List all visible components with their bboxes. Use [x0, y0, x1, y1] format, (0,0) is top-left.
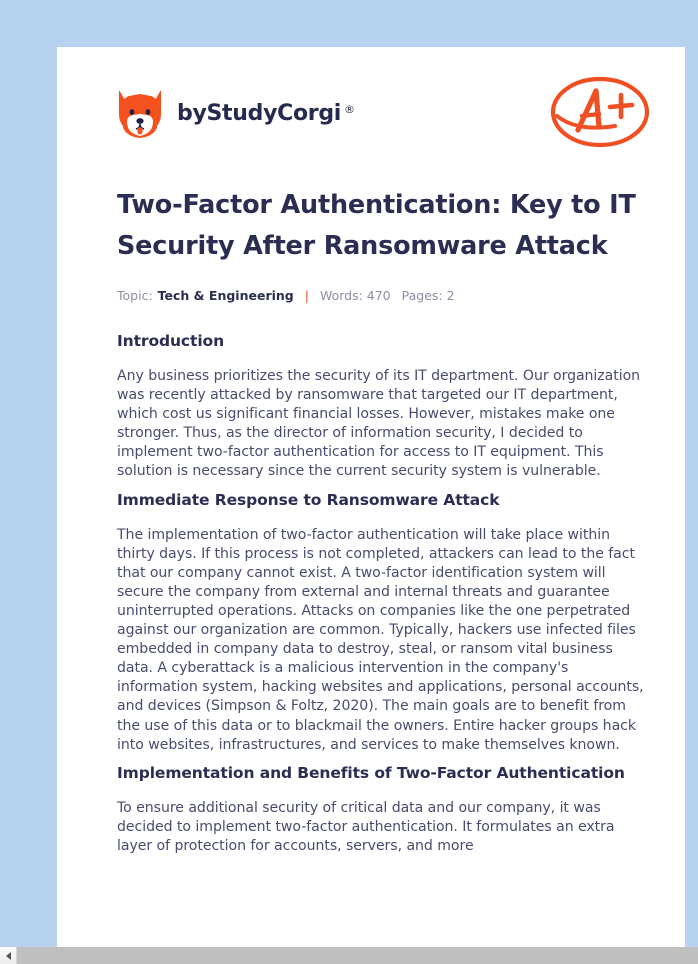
section-paragraph-immediate-response: The implementation of two-factor authentication will take place within thirty days. If this process is not completed, attackers can lead to the fact that our company cannot exist. A two-factor identification system will secure the company from external and internal threats and guarantee uninterrupted operations. Attacks on companies like the one perpetrated against our organization are common. Typically, hackers use infected files embedded in company data to destroy, steal, or ransom vital business data. A cyberattack is a malicious intervention in the company's information system, hacking websites and applications, personal accounts, and devices (Simpson & Foltz, 2020). The main goals are to benefit from the use of this data or to blackmail the owners. Entire hacker groups hack into websites, infrastructures, and services to make themselves known.	[117, 526, 644, 753]
section-heading-immediate-response: Immediate Response to Ransomware Attack	[117, 490, 500, 509]
a-plus-grade-badge	[549, 72, 652, 152]
horizontal-scrollbar[interactable]	[0, 947, 698, 964]
page-title: Two-Factor Authentication: Key to IT Security After Ransomware Attack	[117, 190, 636, 261]
topic-value[interactable]: Tech & Engineering	[157, 288, 294, 303]
document-body	[117, 329, 652, 856]
section-heading-introduction: Introduction	[117, 332, 225, 350]
topic-label: Topic:	[117, 288, 153, 303]
corgi-face-icon	[117, 88, 163, 140]
scrollbar-track[interactable]	[17, 947, 698, 964]
arrow-left-icon	[6, 952, 11, 960]
wordmark-brand: StudyCorgi	[206, 101, 342, 126]
document-meta	[117, 288, 652, 303]
scroll-left-button[interactable]	[0, 947, 17, 964]
meta-separator: |	[304, 288, 309, 303]
studycorgi-wordmark	[177, 103, 355, 125]
studycorgi-brand[interactable]	[117, 88, 355, 140]
section-heading-implementation-benefits: Implementation and Benefits of Two-Factor Authentication	[117, 763, 625, 782]
page-count: Pages: 2	[401, 288, 455, 303]
document-page	[57, 47, 685, 952]
wordmark-prefix: by	[177, 101, 207, 126]
word-count: Words: 470	[319, 288, 391, 303]
section-paragraph-implementation-benefits: To ensure additional security of critical data and our company, it was decided to implement two-factor authentication. It formulates an extra layer of protection for accounts, servers, and more	[117, 799, 615, 854]
document-content	[57, 47, 685, 856]
document-masthead	[117, 71, 652, 157]
registered-trademark-icon: ®	[344, 103, 355, 116]
section-paragraph-introduction: Any business prioritizes the security of its IT department. Our organization was recently attacked by ransomware that targeted our IT department, which cost us significant financial losses. However, mistakes make one stronger. Thus, as the director of information security, I decided to implement two-factor authentication for access to IT equipment. This solution is necessary since the current security system is vulnerable.	[117, 368, 641, 480]
